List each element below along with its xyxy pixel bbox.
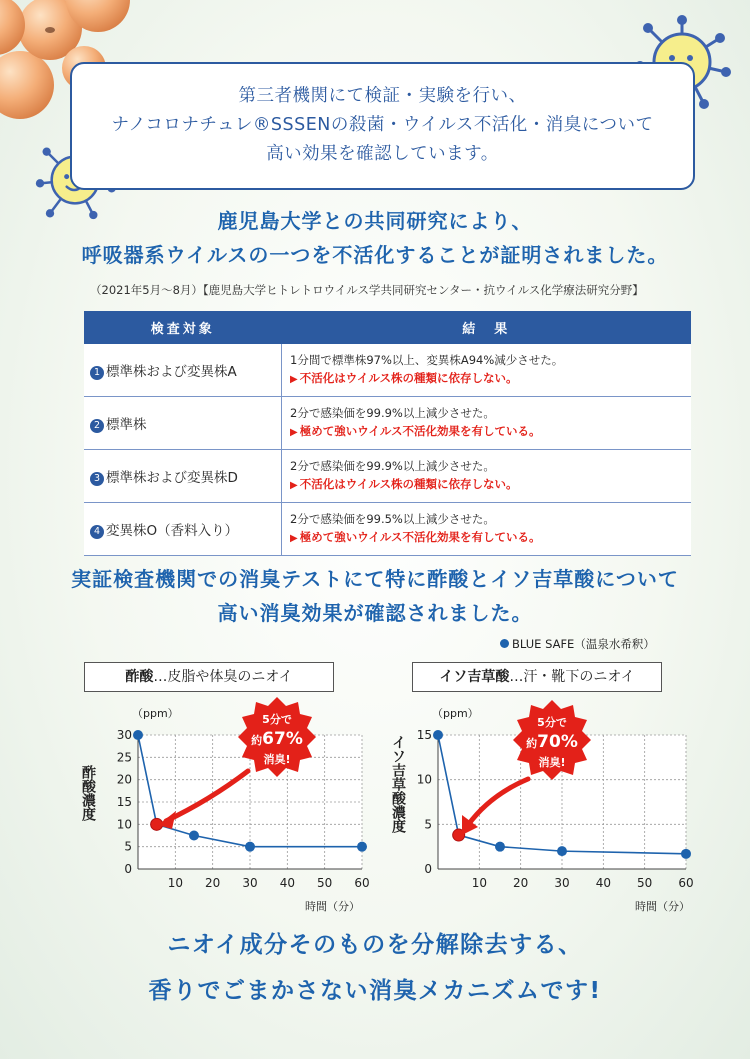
badge-line1: 5分で <box>537 716 567 729</box>
unit-label: （ppm） <box>132 707 179 720</box>
y-tick-label: 30 <box>116 728 132 742</box>
y-axis-label: 酢酸濃度 <box>80 765 96 821</box>
x-tick-label: 20 <box>513 876 529 890</box>
result-note: 不活化はウイルス株の種類に依存しない。 <box>299 477 518 491</box>
intro-line: 第三者機関にて検証・実験を行い、 <box>238 86 527 106</box>
deodorant-headline <box>0 562 750 630</box>
y-tick-label: 10 <box>416 772 432 787</box>
badge-line2: 約70% <box>526 732 578 752</box>
row-subject <box>84 397 282 450</box>
result-text: 1分間で標準株97%以上、変異株A94%減少させた。 <box>290 353 564 367</box>
chart-title-bold: 酢酸 <box>125 669 154 685</box>
y-tick-label: 10 <box>116 817 132 832</box>
row-result <box>282 450 692 503</box>
closing-line: 香りでごまかさない消臭メカニズムです! <box>148 978 602 1004</box>
badge-line2: 約67% <box>251 729 303 749</box>
y-tick-label: 0 <box>124 862 132 876</box>
row-number: 2 <box>90 419 104 433</box>
result-note: 極めて強いウイルス不活化効果を有している。 <box>299 530 541 544</box>
row-number: 3 <box>90 472 104 486</box>
x-tick-label: 10 <box>471 876 487 890</box>
data-point <box>133 730 143 740</box>
table-header-row <box>84 311 691 344</box>
x-tick-label: 30 <box>242 876 258 890</box>
header-subject: 検査対象 <box>84 311 282 344</box>
data-point <box>433 730 443 740</box>
chart-title-left <box>84 662 334 692</box>
triangle-right-icon: ▶ <box>290 427 298 438</box>
result-note: 不活化はウイルス株の種類に依存しない。 <box>299 371 518 385</box>
table-row <box>84 397 691 450</box>
x-tick-label: 40 <box>279 876 295 890</box>
data-point <box>681 849 691 859</box>
table-row <box>84 450 691 503</box>
chart-title-rest: …汗・靴下のニオイ <box>509 669 635 685</box>
badge-line3: 消臭! <box>538 756 566 769</box>
row-result <box>282 503 692 556</box>
acetic-acid-chart <box>70 695 380 920</box>
result-text: 2分で感染価を99.9%以上減少させた。 <box>290 406 495 420</box>
chart-title-rest: …皮脂や体臭のニオイ <box>153 669 293 685</box>
row-subject <box>84 344 282 397</box>
row-number: 1 <box>90 366 104 380</box>
headline-line: 高い消臭効果が確認されました。 <box>217 601 533 625</box>
y-tick-label: 5 <box>124 839 132 854</box>
intro-line: ナノコロナチュレ®SSSENの殺菌・ウイルス不活化・消臭について <box>111 115 654 135</box>
headline-line: 呼吸器系ウイルスの一つを不活化することが証明されました。 <box>81 243 669 267</box>
isovaleric-acid-chart <box>390 695 710 920</box>
result-note: 極めて強いウイルス不活化効果を有している。 <box>299 424 541 438</box>
x-tick-label: 20 <box>205 876 221 890</box>
data-point <box>357 842 367 852</box>
result-text: 2分で感染価を99.5%以上減少させた。 <box>290 512 495 526</box>
research-headline <box>0 204 750 272</box>
header-result: 結 果 <box>282 311 692 344</box>
row-subject-text: 標準株および変異株A <box>106 364 237 380</box>
triangle-right-icon: ▶ <box>290 480 298 491</box>
x-tick-label: 50 <box>317 876 333 890</box>
results-table <box>84 311 691 556</box>
row-subject-text: 標準株 <box>106 417 147 433</box>
data-point <box>245 842 255 852</box>
x-tick-label: 40 <box>595 876 611 890</box>
data-point <box>495 842 505 852</box>
closing-line: ニオイ成分そのものを分解除去する、 <box>167 932 583 958</box>
x-tick-label: 60 <box>678 876 694 890</box>
triangle-right-icon: ▶ <box>290 374 298 385</box>
row-subject <box>84 503 282 556</box>
row-result <box>282 344 692 397</box>
closing-message <box>0 922 750 1014</box>
row-subject-text: 変異株O（香料入り） <box>106 523 239 539</box>
chart-legend <box>500 636 655 652</box>
y-tick-label: 0 <box>424 862 432 876</box>
y-tick-label: 5 <box>424 817 432 832</box>
data-point <box>557 846 567 856</box>
headline-line: 実証検査機関での消臭テストにて特に酢酸とイソ吉草酸について <box>71 567 679 591</box>
y-tick-label: 15 <box>116 795 132 809</box>
y-tick-label: 20 <box>116 772 132 787</box>
badge-line1: 5分で <box>262 713 292 726</box>
x-tick-label: 10 <box>167 876 183 890</box>
intro-line: 高い効果を確認しています。 <box>266 144 499 164</box>
intro-box <box>70 62 695 190</box>
triangle-right-icon: ▶ <box>290 533 298 544</box>
headline-line: 鹿児島大学との共同研究により、 <box>217 209 533 233</box>
row-number: 4 <box>90 525 104 539</box>
x-axis-label: 時間（分） <box>305 900 360 913</box>
table-row <box>84 503 691 556</box>
source-citation: （2021年5月〜8月）【鹿児島大学ヒトレトロウイルス学共同研究センター・抗ウイルス化学療法研究分野】 <box>90 283 644 297</box>
badge-line3: 消臭! <box>263 753 291 766</box>
unit-label: （ppm） <box>432 707 479 720</box>
x-tick-label: 30 <box>554 876 570 890</box>
legend-dot-icon <box>500 639 509 648</box>
x-tick-label: 60 <box>354 876 370 890</box>
chart-title-right <box>412 662 662 692</box>
y-axis-label: イソ吉草酸濃度 <box>390 735 406 833</box>
y-tick-label: 25 <box>116 750 132 765</box>
plot-area <box>117 728 370 890</box>
x-tick-label: 50 <box>637 876 653 890</box>
y-tick-label: 15 <box>416 728 432 742</box>
table-row <box>84 344 691 397</box>
legend-label: BLUE SAFE（温泉水希釈） <box>512 637 655 651</box>
row-subject-text: 標準株および変異株D <box>106 470 238 486</box>
data-point <box>189 831 199 841</box>
x-axis-label: 時間（分） <box>635 900 690 913</box>
row-result <box>282 397 692 450</box>
result-text: 2分で感染価を99.9%以上減少させた。 <box>290 459 495 473</box>
chart-title-bold: イソ吉草酸 <box>439 669 510 685</box>
row-subject <box>84 450 282 503</box>
